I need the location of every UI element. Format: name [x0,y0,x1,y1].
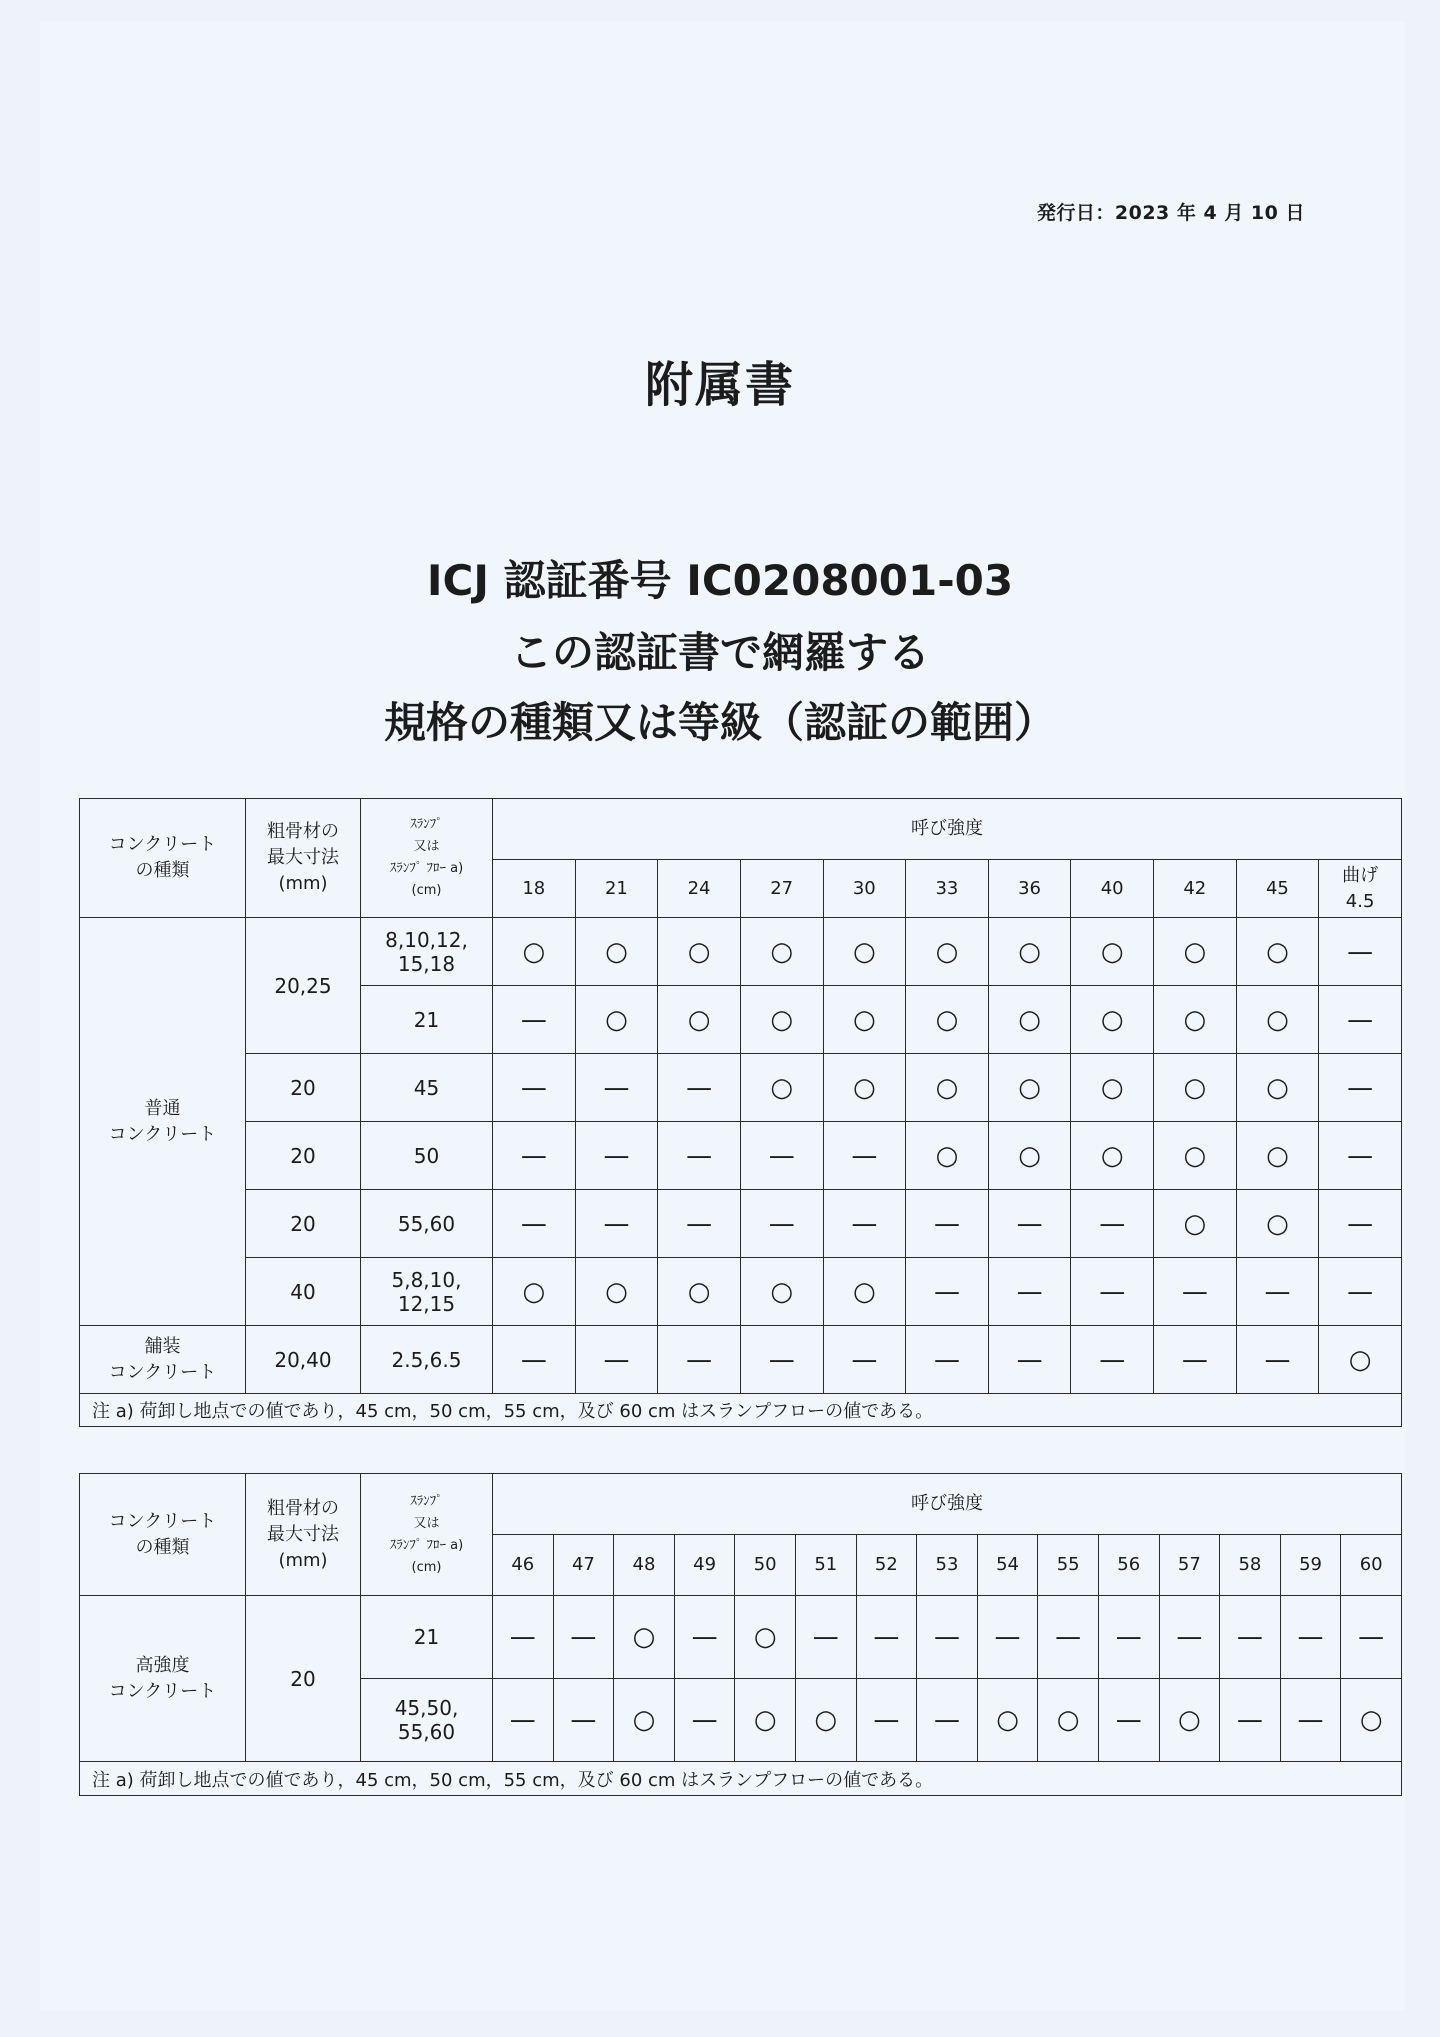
mark-cell: — [1071,1326,1154,1394]
header-nominal-strength: 呼び強度 [493,799,1402,860]
mark-cell: ○ [823,1054,906,1122]
mark-cell: — [658,1190,741,1258]
mark-cell: ○ [740,918,823,986]
mark-cell: ○ [1236,1054,1319,1122]
mark-cell: — [1154,1258,1237,1326]
mark-cell: ○ [575,986,658,1054]
header-slump: ｽﾗﾝﾌﾟ 又は ｽﾗﾝﾌﾟ ﾌﾛｰ a) (cm) [361,1474,493,1596]
mark-cell: — [1319,918,1402,986]
mark-cell: — [1319,1190,1402,1258]
aggregate-size-cell: 20 [246,1122,361,1190]
strength-col-header: 42 [1154,860,1237,918]
table-row [80,918,1402,986]
mark-cell: ○ [614,1679,675,1762]
strength-col-header: 57 [1159,1535,1220,1596]
mark-cell: — [553,1679,614,1762]
slump-cell: 45 [361,1054,493,1122]
mark-cell: — [740,1190,823,1258]
mark-cell: — [658,1122,741,1190]
strength-col-header: 51 [795,1535,856,1596]
certification-number: ICJ 認証番号 IC0208001-03 [426,556,1014,605]
mark-cell: — [906,1258,989,1326]
mark-cell: ○ [1038,1679,1099,1762]
mark-cell: ○ [575,918,658,986]
scope-title-line-2: 規格の種類又は等級（認証の範囲） [383,698,1056,747]
mark-cell: — [575,1122,658,1190]
mark-cell: ○ [658,986,741,1054]
strength-col-header: 48 [614,1535,675,1596]
mark-cell: — [795,1596,856,1679]
mark-cell: ○ [1319,1326,1402,1394]
mark-cell: — [988,1258,1071,1326]
mark-cell: ○ [740,1258,823,1326]
aggregate-size-cell: 20,25 [246,918,361,1054]
mark-cell: ○ [740,986,823,1054]
mark-cell: ○ [1236,918,1319,986]
scope-table-normal [79,798,1402,1427]
strength-col-header: 曲げ 4.5 [1319,860,1402,918]
mark-cell: — [493,1054,576,1122]
slump-cell: 8,10,12, 15,18 [361,918,493,986]
table-footnote: 注 a) 荷卸し地点での値であり，45 cm，50 cm，55 cm，及び 60 cm はスランプフローの値である。 [80,1394,1402,1427]
slump-cell: 50 [361,1122,493,1190]
table-row [80,1258,1402,1326]
mark-cell: — [674,1679,735,1762]
strength-col-header: 45 [1236,860,1319,918]
header-concrete-type: コンクリート の種類 [80,1474,246,1596]
strength-col-header: 56 [1098,1535,1159,1596]
mark-cell: ○ [1154,1054,1237,1122]
table-footnote: 注 a) 荷卸し地点での値であり，45 cm，50 cm，55 cm，及び 60 cm はスランプフローの値である。 [80,1762,1402,1796]
slump-cell: 5,8,10, 12,15 [361,1258,493,1326]
mark-cell: — [1220,1596,1281,1679]
strength-col-header: 55 [1038,1535,1099,1596]
mark-cell: ○ [906,1054,989,1122]
aggregate-size-cell: 20 [246,1596,361,1762]
mark-cell: — [1159,1596,1220,1679]
mark-cell: ○ [977,1679,1038,1762]
table-row [80,1326,1402,1394]
mark-cell: ○ [658,918,741,986]
aggregate-size-cell: 40 [246,1258,361,1326]
strength-col-header: 58 [1220,1535,1281,1596]
strength-col-header: 54 [977,1535,1038,1596]
mark-cell: — [1098,1679,1159,1762]
issue-date: 発行日：2023 年 4 月 10 日 [1036,202,1305,224]
mark-cell: — [917,1596,978,1679]
mark-cell: — [553,1596,614,1679]
strength-col-header: 49 [674,1535,735,1596]
mark-cell: — [988,1326,1071,1394]
mark-cell: — [1236,1326,1319,1394]
table-row [80,1190,1402,1258]
mark-cell: — [1280,1679,1341,1762]
mark-cell: — [740,1122,823,1190]
header-concrete-type: コンクリート の種類 [80,799,246,918]
scope-table-high-strength [79,1473,1402,1796]
mark-cell: — [823,1190,906,1258]
mark-cell: — [674,1596,735,1679]
table-row [80,1122,1402,1190]
mark-cell: ○ [740,1054,823,1122]
mark-cell: — [658,1054,741,1122]
aggregate-size-cell: 20 [246,1054,361,1122]
mark-cell: — [493,1679,554,1762]
strength-col-header: 59 [1280,1535,1341,1596]
slump-cell: 45,50, 55,60 [361,1679,493,1762]
mark-cell: — [658,1326,741,1394]
mark-cell: ○ [614,1596,675,1679]
mark-cell: ○ [1071,918,1154,986]
mark-cell: ○ [1154,986,1237,1054]
strength-col-header: 30 [823,860,906,918]
mark-cell: ○ [823,986,906,1054]
mark-cell: ○ [906,986,989,1054]
mark-cell: — [1071,1190,1154,1258]
mark-cell: — [977,1596,1038,1679]
mark-cell: ○ [1071,1122,1154,1190]
strength-col-header: 40 [1071,860,1154,918]
scope-title-line-1: この認証書で網羅する [509,628,930,677]
table-row [80,1596,1402,1679]
slump-cell: 55,60 [361,1190,493,1258]
mark-cell: ○ [1071,1054,1154,1122]
mark-cell: — [1280,1596,1341,1679]
mark-cell: ○ [795,1679,856,1762]
mark-cell: ○ [1236,1122,1319,1190]
mark-cell: ○ [575,1258,658,1326]
annex-title: 附属書 [644,357,795,413]
mark-cell: — [1319,1258,1402,1326]
mark-cell: ○ [1071,986,1154,1054]
mark-cell: — [1038,1596,1099,1679]
aggregate-size-cell: 20 [246,1190,361,1258]
mark-cell: — [906,1326,989,1394]
mark-cell: — [1319,1122,1402,1190]
mark-cell: ○ [988,986,1071,1054]
aggregate-size-cell: 20,40 [246,1326,361,1394]
mark-cell: ○ [906,918,989,986]
mark-cell: — [493,1122,576,1190]
mark-cell: ○ [823,1258,906,1326]
mark-cell: ○ [658,1258,741,1326]
mark-cell: ○ [493,1258,576,1326]
table-row [80,1054,1402,1122]
strength-col-header: 18 [493,860,576,918]
header-nominal-strength: 呼び強度 [493,1474,1402,1535]
mark-cell: ○ [1236,986,1319,1054]
mark-cell: — [493,1190,576,1258]
strength-col-header: 53 [917,1535,978,1596]
header-aggregate-size: 粗骨材の 最大寸法 (mm) [246,1474,361,1596]
mark-cell: — [1220,1679,1281,1762]
mark-cell: ○ [988,918,1071,986]
header-aggregate-size: 粗骨材の 最大寸法 (mm) [246,799,361,918]
strength-col-header: 33 [906,860,989,918]
mark-cell: ○ [735,1596,796,1679]
mark-cell: ○ [906,1122,989,1190]
slump-cell: 21 [361,986,493,1054]
strength-col-header: 60 [1341,1535,1402,1596]
mark-cell: ○ [988,1122,1071,1190]
mark-cell: — [493,1596,554,1679]
mark-cell: — [917,1679,978,1762]
mark-cell: — [493,986,576,1054]
mark-cell: — [1071,1258,1154,1326]
mark-cell: ○ [1236,1190,1319,1258]
mark-cell: ○ [1154,1190,1237,1258]
mark-cell: — [575,1190,658,1258]
mark-cell: — [493,1326,576,1394]
strength-col-header: 27 [740,860,823,918]
mark-cell: — [1319,1054,1402,1122]
strength-col-header: 21 [575,860,658,918]
strength-col-header: 46 [493,1535,554,1596]
mark-cell: ○ [735,1679,796,1762]
concrete-type-cell: 普通 コンクリート [80,918,246,1326]
mark-cell: — [575,1326,658,1394]
mark-cell: — [1341,1596,1402,1679]
mark-cell: — [740,1326,823,1394]
mark-cell: — [575,1054,658,1122]
slump-cell: 2.5,6.5 [361,1326,493,1394]
mark-cell: — [906,1190,989,1258]
mark-cell: ○ [1154,1122,1237,1190]
mark-cell: — [823,1122,906,1190]
header-slump: ｽﾗﾝﾌﾟ 又は ｽﾗﾝﾌﾟ ﾌﾛｰ a) (cm) [361,799,493,918]
mark-cell: — [988,1190,1071,1258]
mark-cell: ○ [1154,918,1237,986]
mark-cell: — [856,1679,917,1762]
mark-cell: — [1319,986,1402,1054]
strength-col-header: 36 [988,860,1071,918]
strength-col-header: 24 [658,860,741,918]
concrete-type-cell: 高強度 コンクリート [80,1596,246,1762]
mark-cell: — [1098,1596,1159,1679]
mark-cell: ○ [988,1054,1071,1122]
mark-cell: — [1154,1326,1237,1394]
mark-cell: — [823,1326,906,1394]
concrete-type-cell: 舗装 コンクリート [80,1326,246,1394]
mark-cell: ○ [1159,1679,1220,1762]
slump-cell: 21 [361,1596,493,1679]
mark-cell: ○ [1341,1679,1402,1762]
strength-col-header: 50 [735,1535,796,1596]
mark-cell: — [1236,1258,1319,1326]
mark-cell: ○ [823,918,906,986]
strength-col-header: 47 [553,1535,614,1596]
strength-col-header: 52 [856,1535,917,1596]
mark-cell: — [856,1596,917,1679]
mark-cell: ○ [493,918,576,986]
